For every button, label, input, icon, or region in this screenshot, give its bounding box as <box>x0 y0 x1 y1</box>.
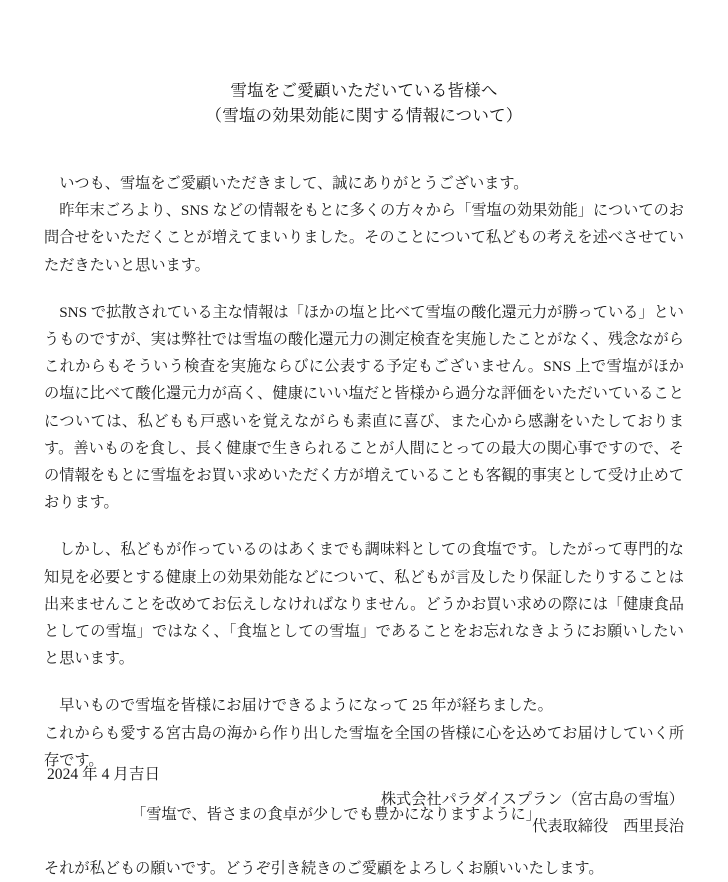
signature-company: 株式会社パラダイスプラン（宮古島の雪塩） <box>380 791 684 808</box>
paragraph-sns-claims: SNS で拡散されている主な情報は「ほかの塩と比べて雪塩の酸化還元力が勝っている」というものですが、実は弊社では雪塩の酸化還元力の測定検査を実施したことがなく、残念ながらこれからもそういう検査を実施ならびに公表する予定もございません。SNS 上で雪塩がほかの塩に比べて酸化還元力が高く、健康にいい塩だと皆様から過分な評価をいただいていることについては、私どもも戸惑いを覚えながらも素直に喜び、また心から感謝をいたしております。善いものを食し、長く健康で生きられることが人間にとっての最大の関心事ですので、その情報をもとに雪塩をお買い求めいただく方が増えていることも客観的事実として受け止めております。 <box>44 303 684 512</box>
paragraph-anniversary-line1: 早いもので雪塩を皆様にお届けできるようになって 25 年が経ちました。 <box>59 697 553 715</box>
pledge-quote: 「雪塩で、皆さまの食卓が少しでも豊かになりますように」 <box>131 806 541 824</box>
title-line-subtitle: （雪塩の効果効能に関する情報について） <box>205 106 523 125</box>
paragraph-spacer <box>44 279 684 299</box>
paragraph-inquiries: 昨年末ごろより、SNS などの情報をもとに多くの方々から「雪塩の効果効能」についてのお問合せをいただくことが増えてまいりました。そのことについて私どもの考えを述べさせていただきたいと思います。 <box>44 202 684 274</box>
paragraph-closing: それが私どもの願いです。どうぞ引き続きのご愛顧をよろしくお願いいたします。 <box>44 860 604 878</box>
document-title <box>0 78 728 128</box>
title-line-primary: 雪塩をご愛顧いただいている皆様へ <box>230 81 498 100</box>
signature-title-name: 代表取締役 西里長治 <box>532 818 684 835</box>
signature-block <box>381 786 684 840</box>
paragraph-anniversary-line2: これからも愛する宮古島の海から作り出した雪塩を全国の皆様に心を込めてお届けしていく所存です。 <box>44 724 684 769</box>
paragraph-spacer <box>44 516 684 536</box>
paragraph-disclaimer: しかし、私どもが作っているのはあくまでも調味料としての食塩です。したがって専門的な知見を必要とする健康上の効果効能などについて、私どもが言及したり保証したりすることは出来ませんことを改めてお伝えしなければなりません。どうかお買い求めの際には「健康食品としての雪塩」ではなく、「食塩としての雪塩」であることをお忘れなきようにお願いしたいと思います。 <box>44 541 684 668</box>
paragraph-spacer <box>44 672 684 692</box>
paragraph-greeting: いつも、雪塩をご愛顧いただきまして、誠にありがとうございます。 <box>59 175 529 192</box>
letter-date: 2024 年 4 月吉日 <box>47 766 161 783</box>
